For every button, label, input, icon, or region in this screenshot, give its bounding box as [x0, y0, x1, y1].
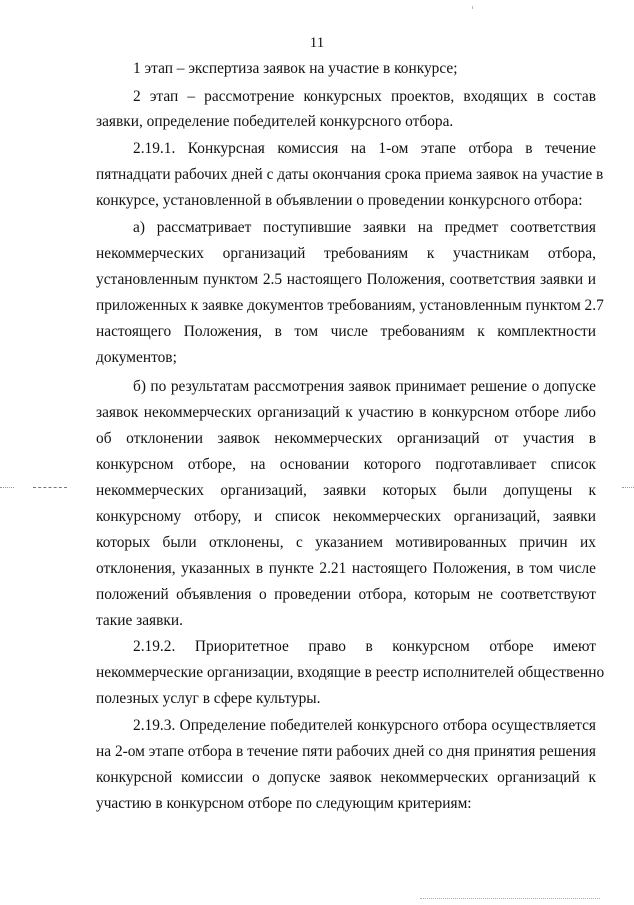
text-line-l25: полезных услуг в сфере культуры.	[96, 690, 321, 707]
text-line-l08: некоммерческих организаций требованиям к участникам отбора,	[96, 245, 596, 262]
text-line-l29: участию в конкурсном отборе по следующим критериям:	[96, 795, 472, 812]
text-line-l05: пятнадцати рабочих дней с даты окончания срока приема заявок на участие в	[96, 166, 604, 183]
text-line-l10: приложенных к заявке документов требованиям, установленным пунктом 2.7	[96, 297, 604, 314]
text-line-l11: настоящего Положения, в том числе требованиям к комплектности	[96, 323, 596, 340]
text-line-l09: установленным пунктом 2.5 настоящего Положения, соответствия заявки и	[96, 271, 596, 288]
text-line-l13: б) по результатам рассмотрения заявок принимает решение о допуске	[133, 378, 596, 395]
text-line-l03: заявки, определение победителей конкурсного отбора.	[96, 113, 454, 130]
text-line-l06: конкурсе, установленной в объявлении о проведении конкурсного отбора:	[96, 192, 583, 209]
text-line-l02: 2 этап – рассмотрение конкурсных проектов, входящих в состав	[133, 88, 596, 105]
text-line-l07: а) рассматривает поступившие заявки на предмет соответствия	[133, 219, 596, 236]
text-line-l21: положений объявления о проведении отбора, которым не соответствуют	[96, 586, 596, 603]
text-line-l24: некоммерческие организации, входящие в реестр исполнителей общественно	[96, 664, 605, 681]
text-line-l12: документов;	[96, 349, 177, 366]
scan-tick-top	[472, 6, 473, 9]
scan-mark-left	[0, 487, 14, 488]
text-line-l20: отклонения, указанных в пункте 2.21 настоящего Положения, в том числе	[96, 560, 596, 577]
text-line-l28: конкурсной комиссии о допуске заявок некоммерческих организаций к	[96, 769, 596, 786]
text-line-l01: 1 этап – экспертиза заявок на участие в конкурсе;	[133, 60, 458, 77]
text-line-l27: на 2-ом этапе отбора в течение пяти рабочих дней со дня принятия решения	[96, 743, 596, 760]
text-line-l26: 2.19.3. Определение победителей конкурсного отбора осуществляется	[133, 717, 596, 734]
text-line-l04: 2.19.1. Конкурсная комиссия на 1-ом этапе отбора в течение	[133, 140, 596, 157]
text-line-l19: которых были отклонены, с указанием мотивированных причин их	[96, 534, 596, 551]
text-line-l16: конкурсном отборе, на основании которого подготавливает список	[96, 456, 596, 473]
text-line-l17: некоммерческих организаций, заявки которых были допущены к	[96, 482, 596, 499]
text-line-l14: заявок некоммерческих организаций к участию в конкурсном отборе либо	[96, 404, 596, 421]
text-line-l22: такие заявки.	[96, 612, 183, 629]
scan-mark-right	[622, 487, 634, 488]
text-line-l15: об отклонении заявок некоммерческих организаций от участия в	[96, 430, 596, 447]
scan-rule-bottom	[420, 898, 600, 899]
page-number: 11	[309, 35, 325, 51]
text-line-l23: 2.19.2. Приоритетное право в конкурсном отборе имеют	[133, 638, 596, 655]
scan-mark-left-dash	[33, 487, 67, 488]
text-line-l18: конкурсному отбору, и список некоммерческих организаций, заявки	[96, 508, 596, 525]
